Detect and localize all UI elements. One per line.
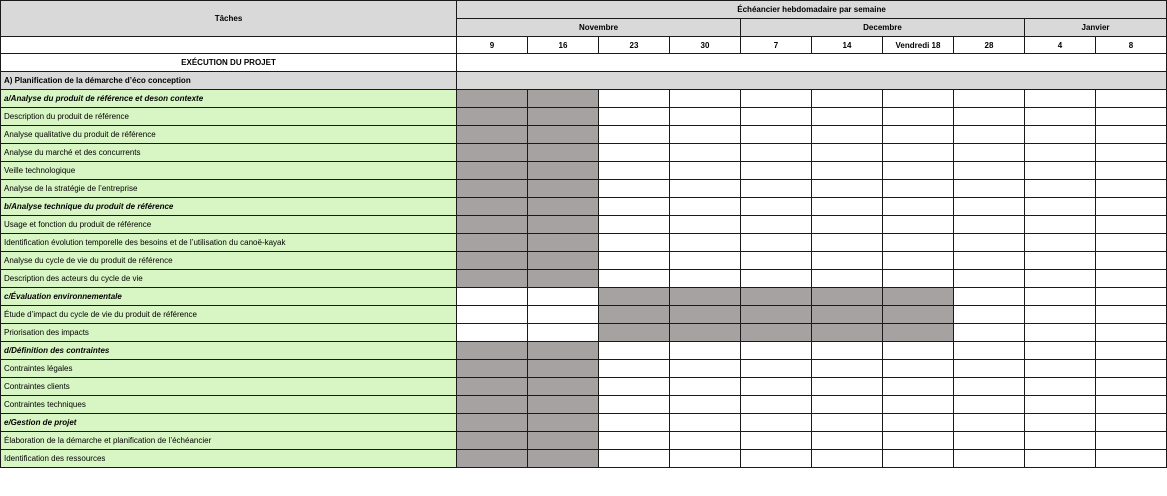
schedule-cell	[812, 270, 883, 288]
subphase-label: c/Évaluation environnementale	[1, 288, 457, 306]
month-header: Novembre	[457, 19, 741, 37]
schedule-cell	[1025, 162, 1096, 180]
schedule-cell	[812, 432, 883, 450]
schedule-cell	[599, 378, 670, 396]
schedule-cell	[812, 252, 883, 270]
schedule-cell	[599, 342, 670, 360]
task-label: Description des acteurs du cycle de vie	[1, 270, 457, 288]
schedule-cell	[741, 414, 812, 432]
schedule-cell	[1025, 216, 1096, 234]
schedule-cell-active	[457, 252, 528, 270]
task-label: Identification des ressources	[1, 450, 457, 468]
schedule-cell	[741, 180, 812, 198]
schedule-cell	[599, 180, 670, 198]
schedule-cell	[741, 396, 812, 414]
schedule-cell-active	[528, 198, 599, 216]
schedule-cell	[1096, 180, 1167, 198]
schedule-cell	[670, 432, 741, 450]
task-label: Description du produit de référence	[1, 108, 457, 126]
week-row	[1, 37, 1167, 54]
schedule-cell	[812, 450, 883, 468]
schedule-cell	[812, 144, 883, 162]
phase-row	[1, 72, 1167, 90]
schedule-cell	[599, 198, 670, 216]
task-label: Priorisation des impacts	[1, 324, 457, 342]
schedule-cell	[954, 432, 1025, 450]
schedule-cell-active	[457, 162, 528, 180]
schedule-cell	[741, 162, 812, 180]
schedule-cell-active	[670, 324, 741, 342]
schedule-cell	[670, 396, 741, 414]
schedule-cell	[599, 144, 670, 162]
schedule-cell-active	[457, 198, 528, 216]
schedule-cell	[812, 126, 883, 144]
schedule-cell	[1096, 378, 1167, 396]
schedule-cell-active	[457, 450, 528, 468]
schedule-cell	[954, 360, 1025, 378]
schedule-cell-active	[457, 432, 528, 450]
subphase-row	[1, 198, 1167, 216]
schedule-cell	[954, 270, 1025, 288]
schedule-cell	[954, 198, 1025, 216]
schedule-cell-active	[599, 288, 670, 306]
schedule-cell	[1096, 252, 1167, 270]
schedule-cell-active	[528, 252, 599, 270]
month-header: Janvier	[1025, 19, 1167, 37]
schedule-cell-active	[457, 90, 528, 108]
task-label: Analyse de la stratégie de l’entreprise	[1, 180, 457, 198]
schedule-cell	[883, 108, 954, 126]
subphase-label: b/Analyse technique du produit de référence	[1, 198, 457, 216]
task-label: Contraintes légales	[1, 360, 457, 378]
schedule-cell-active	[528, 144, 599, 162]
schedule-cell	[1025, 198, 1096, 216]
schedule-cell	[670, 270, 741, 288]
schedule-cell	[741, 432, 812, 450]
schedule-cell	[1025, 432, 1096, 450]
schedule-cell-active	[528, 378, 599, 396]
schedule-cell	[883, 414, 954, 432]
schedule-cell	[812, 180, 883, 198]
schedule-cell-active	[741, 324, 812, 342]
section-fill	[457, 54, 1167, 72]
schedule-cell	[670, 414, 741, 432]
schedule-cell	[1025, 90, 1096, 108]
schedule-cell	[954, 306, 1025, 324]
schedule-cell	[741, 108, 812, 126]
schedule-cell-active	[528, 360, 599, 378]
task-row	[1, 252, 1167, 270]
schedule-cell	[599, 216, 670, 234]
schedule-cell-active	[528, 396, 599, 414]
schedule-cell	[883, 360, 954, 378]
schedule-cell	[954, 180, 1025, 198]
schedule-cell	[670, 90, 741, 108]
schedule-cell	[1025, 414, 1096, 432]
schedule-cell	[599, 432, 670, 450]
schedule-cell	[1096, 432, 1167, 450]
week-header: 4	[1025, 37, 1096, 54]
task-row	[1, 396, 1167, 414]
schedule-cell	[741, 450, 812, 468]
schedule-cell	[883, 378, 954, 396]
schedule-cell-active	[457, 396, 528, 414]
schedule-cell	[599, 252, 670, 270]
schedule-cell	[670, 162, 741, 180]
schedule-cell-active	[883, 324, 954, 342]
schedule-cell	[883, 144, 954, 162]
schedule-cell-active	[812, 324, 883, 342]
task-row	[1, 432, 1167, 450]
schedule-cell	[883, 162, 954, 180]
schedule-cell	[1096, 288, 1167, 306]
schedule-cell-active	[457, 234, 528, 252]
week-header: Vendredi 18	[883, 37, 954, 54]
schedule-cell	[1025, 180, 1096, 198]
schedule-cell	[670, 378, 741, 396]
schedule-cell	[812, 198, 883, 216]
schedule-cell	[883, 126, 954, 144]
schedule-cell	[741, 90, 812, 108]
schedule-cell	[1096, 324, 1167, 342]
schedule-cell-active	[741, 306, 812, 324]
schedule-cell	[883, 180, 954, 198]
schedule-cell	[599, 162, 670, 180]
schedule-cell	[1025, 450, 1096, 468]
schedule-cell	[883, 396, 954, 414]
task-row	[1, 324, 1167, 342]
week-header: 9	[457, 37, 528, 54]
task-label: Contraintes clients	[1, 378, 457, 396]
schedule-cell	[599, 396, 670, 414]
schedule-cell	[954, 396, 1025, 414]
schedule-cell	[1096, 414, 1167, 432]
schedule-cell	[1096, 450, 1167, 468]
schedule-cell	[457, 306, 528, 324]
task-row	[1, 306, 1167, 324]
header-row-top	[1, 1, 1167, 19]
table-header	[1, 1, 1167, 54]
task-row	[1, 108, 1167, 126]
subphase-row	[1, 342, 1167, 360]
schedule-cell	[670, 216, 741, 234]
schedule-cell	[1096, 396, 1167, 414]
schedule-cell-active	[457, 144, 528, 162]
schedule-cell-active	[599, 306, 670, 324]
schedule-cell	[1025, 378, 1096, 396]
schedule-cell	[1096, 90, 1167, 108]
table-body	[1, 54, 1167, 468]
schedule-cell	[812, 378, 883, 396]
schedule-cell	[1096, 234, 1167, 252]
schedule-cell	[457, 324, 528, 342]
task-label: Élaboration de la démarche et planification de l’échéancier	[1, 432, 457, 450]
schedule-cell	[670, 144, 741, 162]
schedule-cell-active	[457, 180, 528, 198]
schedule-cell	[1025, 270, 1096, 288]
task-label: Analyse du cycle de vie du produit de référence	[1, 252, 457, 270]
schedule-cell-active	[528, 162, 599, 180]
schedule-cell	[883, 450, 954, 468]
schedule-cell	[812, 162, 883, 180]
schedule-cell	[670, 234, 741, 252]
week-header: 16	[528, 37, 599, 54]
schedule-cell-active	[457, 360, 528, 378]
schedule-cell	[1025, 126, 1096, 144]
task-label: Analyse qualitative du produit de référence	[1, 126, 457, 144]
schedule-cell	[599, 270, 670, 288]
task-label: Contraintes techniques	[1, 396, 457, 414]
schedule-cell	[741, 198, 812, 216]
week-header: 7	[741, 37, 812, 54]
schedule-cell	[954, 90, 1025, 108]
schedule-cell	[1025, 144, 1096, 162]
schedule-cell	[954, 378, 1025, 396]
schedule-cell-active	[528, 450, 599, 468]
schedule-cell-active	[528, 126, 599, 144]
task-label: Usage et fonction du produit de référence	[1, 216, 457, 234]
schedule-cell	[599, 450, 670, 468]
schedule-cell-active	[528, 180, 599, 198]
subphase-label: e/Gestion de projet	[1, 414, 457, 432]
week-header: 23	[599, 37, 670, 54]
schedule-cell-active	[812, 288, 883, 306]
schedule-cell	[670, 252, 741, 270]
schedule-cell-active	[528, 270, 599, 288]
schedule-cell	[954, 252, 1025, 270]
schedule-cell	[954, 108, 1025, 126]
schedule-cell	[883, 342, 954, 360]
week-header: 28	[954, 37, 1025, 54]
schedule-cell	[1096, 144, 1167, 162]
schedule-cell	[883, 90, 954, 108]
schedule-cell-active	[457, 108, 528, 126]
schedule-cell	[1096, 360, 1167, 378]
schedule-cell	[599, 360, 670, 378]
schedule-cell	[954, 126, 1025, 144]
schedule-cell	[1096, 306, 1167, 324]
schedule-cell	[670, 360, 741, 378]
week-corner	[1, 37, 457, 54]
schedule-cell	[812, 396, 883, 414]
schedule-header: Échéancier hebdomadaire par semaine	[457, 1, 1167, 19]
schedule-cell	[883, 270, 954, 288]
schedule-cell	[1096, 126, 1167, 144]
schedule-cell	[1096, 342, 1167, 360]
schedule-cell	[457, 288, 528, 306]
schedule-cell	[599, 90, 670, 108]
schedule-cell	[883, 252, 954, 270]
schedule-cell-active	[812, 306, 883, 324]
schedule-cell	[1025, 108, 1096, 126]
task-label: Étude d’impact du cycle de vie du produit de référence	[1, 306, 457, 324]
schedule-cell	[670, 198, 741, 216]
schedule-cell-active	[457, 342, 528, 360]
phase-title: A) Planification de la démarche d’éco conception	[1, 72, 457, 90]
schedule-cell	[1025, 396, 1096, 414]
schedule-cell	[954, 342, 1025, 360]
schedule-cell	[528, 288, 599, 306]
month-header: Decembre	[741, 19, 1025, 37]
schedule-cell	[528, 324, 599, 342]
schedule-cell-active	[528, 90, 599, 108]
schedule-cell	[954, 162, 1025, 180]
schedule-cell-active	[457, 270, 528, 288]
schedule-cell	[954, 414, 1025, 432]
schedule-cell	[1096, 198, 1167, 216]
schedule-cell	[741, 216, 812, 234]
schedule-cell	[670, 108, 741, 126]
subphase-row	[1, 90, 1167, 108]
task-row	[1, 180, 1167, 198]
task-row	[1, 270, 1167, 288]
schedule-cell-active	[741, 288, 812, 306]
schedule-cell-active	[670, 306, 741, 324]
schedule-cell	[812, 108, 883, 126]
section-title: EXÉCUTION DU PROJET	[1, 54, 457, 72]
schedule-cell	[741, 126, 812, 144]
schedule-cell	[812, 360, 883, 378]
schedule-cell	[1096, 270, 1167, 288]
phase-fill	[457, 72, 1167, 90]
schedule-cell	[1025, 324, 1096, 342]
schedule-cell	[670, 180, 741, 198]
schedule-cell-active	[883, 306, 954, 324]
schedule-cell	[670, 342, 741, 360]
schedule-cell	[1096, 216, 1167, 234]
subphase-label: d/Définition des contraintes	[1, 342, 457, 360]
schedule-cell	[812, 342, 883, 360]
task-row	[1, 144, 1167, 162]
schedule-cell	[1025, 360, 1096, 378]
task-row	[1, 162, 1167, 180]
schedule-cell	[528, 306, 599, 324]
subphase-row	[1, 414, 1167, 432]
week-header: 14	[812, 37, 883, 54]
schedule-cell	[812, 90, 883, 108]
schedule-cell	[883, 198, 954, 216]
schedule-cell-active	[457, 414, 528, 432]
schedule-cell	[1025, 342, 1096, 360]
schedule-cell	[599, 234, 670, 252]
schedule-cell-active	[528, 414, 599, 432]
schedule-cell	[812, 414, 883, 432]
schedule-cell-active	[528, 108, 599, 126]
schedule-cell	[883, 216, 954, 234]
schedule-cell	[812, 216, 883, 234]
tasks-header: Tâches	[1, 1, 457, 37]
schedule-cell	[599, 108, 670, 126]
task-row	[1, 450, 1167, 468]
schedule-cell	[741, 144, 812, 162]
schedule-cell-active	[528, 342, 599, 360]
task-label: Identification évolution temporelle des besoins et de l’utilisation du canoë-kayak	[1, 234, 457, 252]
schedule-cell	[599, 126, 670, 144]
task-row	[1, 126, 1167, 144]
task-label: Veille technologique	[1, 162, 457, 180]
schedule-cell	[741, 252, 812, 270]
schedule-cell-active	[528, 216, 599, 234]
schedule-cell	[599, 414, 670, 432]
section-row	[1, 54, 1167, 72]
schedule-cell	[741, 360, 812, 378]
subphase-row	[1, 288, 1167, 306]
schedule-cell-active	[670, 288, 741, 306]
week-header: 30	[670, 37, 741, 54]
subphase-label: a/Analyse du produit de référence et deson contexte	[1, 90, 457, 108]
task-row	[1, 234, 1167, 252]
schedule-cell	[1025, 252, 1096, 270]
schedule-cell	[1096, 162, 1167, 180]
week-header: 8	[1096, 37, 1167, 54]
task-row	[1, 378, 1167, 396]
schedule-cell	[1025, 288, 1096, 306]
schedule-cell-active	[528, 234, 599, 252]
schedule-cell	[954, 216, 1025, 234]
schedule-cell	[883, 432, 954, 450]
schedule-cell	[812, 234, 883, 252]
schedule-cell-active	[599, 324, 670, 342]
schedule-cell	[741, 342, 812, 360]
schedule-cell	[954, 144, 1025, 162]
schedule-cell	[741, 270, 812, 288]
schedule-cell-active	[528, 432, 599, 450]
schedule-cell	[670, 126, 741, 144]
schedule-cell	[670, 450, 741, 468]
schedule-cell	[954, 450, 1025, 468]
schedule-cell-active	[457, 126, 528, 144]
schedule-cell-active	[457, 216, 528, 234]
schedule-cell	[883, 234, 954, 252]
schedule-cell	[954, 234, 1025, 252]
task-label: Analyse du marché et des concurrents	[1, 144, 457, 162]
task-row	[1, 360, 1167, 378]
schedule-cell	[1096, 108, 1167, 126]
schedule-cell	[1025, 234, 1096, 252]
schedule-cell-active	[457, 378, 528, 396]
schedule-cell	[954, 288, 1025, 306]
schedule-cell	[741, 378, 812, 396]
schedule-cell	[954, 324, 1025, 342]
schedule-cell	[1025, 306, 1096, 324]
task-row	[1, 216, 1167, 234]
schedule-cell-active	[883, 288, 954, 306]
schedule-cell	[741, 234, 812, 252]
